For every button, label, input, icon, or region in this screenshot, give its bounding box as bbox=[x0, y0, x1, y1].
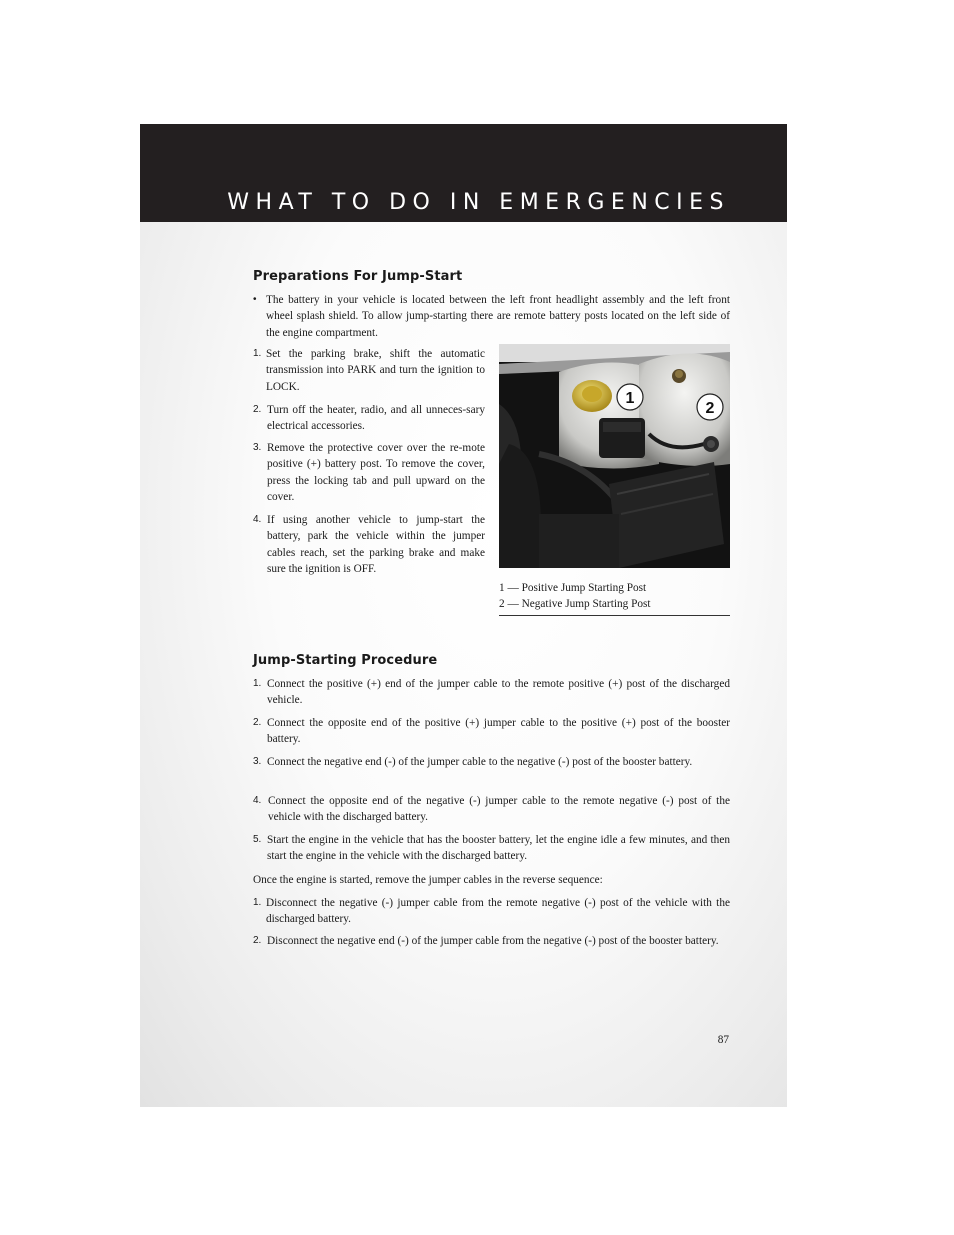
callout-1-marker bbox=[617, 384, 643, 410]
procedure-step-number: 5. bbox=[253, 834, 262, 845]
page-number: 87 bbox=[717, 1034, 729, 1046]
engine-illustration bbox=[499, 344, 730, 568]
procedure-step-3: Connect the negative end (-) of the jumper cable to the negative (-) post of the booster battery. bbox=[267, 756, 693, 768]
removal-step-1: Disconnect the negative (-) jumper cable from the remote negative (-) post of the vehicle with the discharged battery. bbox=[266, 897, 730, 926]
removal-intro: Once the engine is started, remove the jumper cables in the reverse sequence: bbox=[253, 874, 603, 886]
manual-page bbox=[140, 124, 787, 1107]
callout-2-marker bbox=[697, 394, 723, 420]
procedure-step-number: 3. bbox=[253, 756, 262, 767]
page-content bbox=[140, 124, 787, 1107]
prep-step-number: 2. bbox=[253, 404, 262, 415]
chapter-title: WHAT TO DO IN EMERGENCIES bbox=[227, 190, 730, 215]
prep-step-3: Remove the protective cover over the re-mote positive (+) battery post. To remove the cover, press the locking tab and pull upward on the cover. bbox=[267, 442, 485, 503]
preparations-heading: Preparations For Jump-Start bbox=[253, 269, 463, 284]
procedure-step-number: 4. bbox=[253, 795, 262, 806]
removal-step-number: 1. bbox=[253, 897, 262, 908]
figure-caption bbox=[499, 581, 730, 616]
procedure-step-5: Start the engine in the vehicle that has the booster battery, let the engine idle a few minutes, and then start the engine in the vehicle with the discharged battery. bbox=[267, 834, 730, 863]
procedure-step-4: Connect the opposite end of the negative (-) jumper cable to the remote negative (-) post of the vehicle with the discharged battery. bbox=[268, 795, 730, 824]
removal-step-number: 2. bbox=[253, 935, 262, 946]
procedure-heading: Jump-Starting Procedure bbox=[253, 653, 438, 668]
prep-step-2: Turn off the heater, radio, and all unneces-sary electrical accessories. bbox=[267, 404, 485, 433]
procedure-step-1: Connect the positive (+) end of the jumper cable to the remote positive (+) post of the discharged vehicle. bbox=[267, 678, 730, 707]
bullet-marker: • bbox=[253, 294, 257, 305]
callout-2-label: 2 bbox=[705, 400, 715, 417]
prep-step-number: 3. bbox=[253, 442, 262, 453]
caption-line-2: 2 — Negative Jump Starting Post bbox=[499, 597, 651, 610]
engine-compartment-photo bbox=[499, 344, 730, 568]
battery-location-bullet: The battery in your vehicle is located between the left front headlight assembly and the left front wheel splash shield. To allow jump-starting there are remote battery posts located on the left side of the engine compartment. bbox=[266, 294, 730, 339]
procedure-step-2: Connect the opposite end of the positive (+) jumper cable to the positive (+) post of the booster battery. bbox=[267, 717, 730, 746]
caption-line-1: 1 — Positive Jump Starting Post bbox=[499, 582, 647, 594]
prep-step-number: 1. bbox=[253, 348, 262, 359]
prep-step-1: Set the parking brake, shift the automatic transmission into PARK and turn the ignition to LOCK. bbox=[266, 348, 485, 393]
removal-step-2: Disconnect the negative end (-) of the jumper cable from the negative (-) post of the booster battery. bbox=[267, 935, 719, 947]
procedure-step-number: 2. bbox=[253, 717, 262, 728]
callout-1-label: 1 bbox=[625, 390, 635, 407]
procedure-step-number: 1. bbox=[253, 678, 262, 689]
prep-step-number: 4. bbox=[253, 514, 262, 525]
prep-step-4: If using another vehicle to jump-start the battery, park the vehicle within the jumper cables reach, set the parking brake and make sure the ignition is OFF. bbox=[267, 514, 485, 575]
